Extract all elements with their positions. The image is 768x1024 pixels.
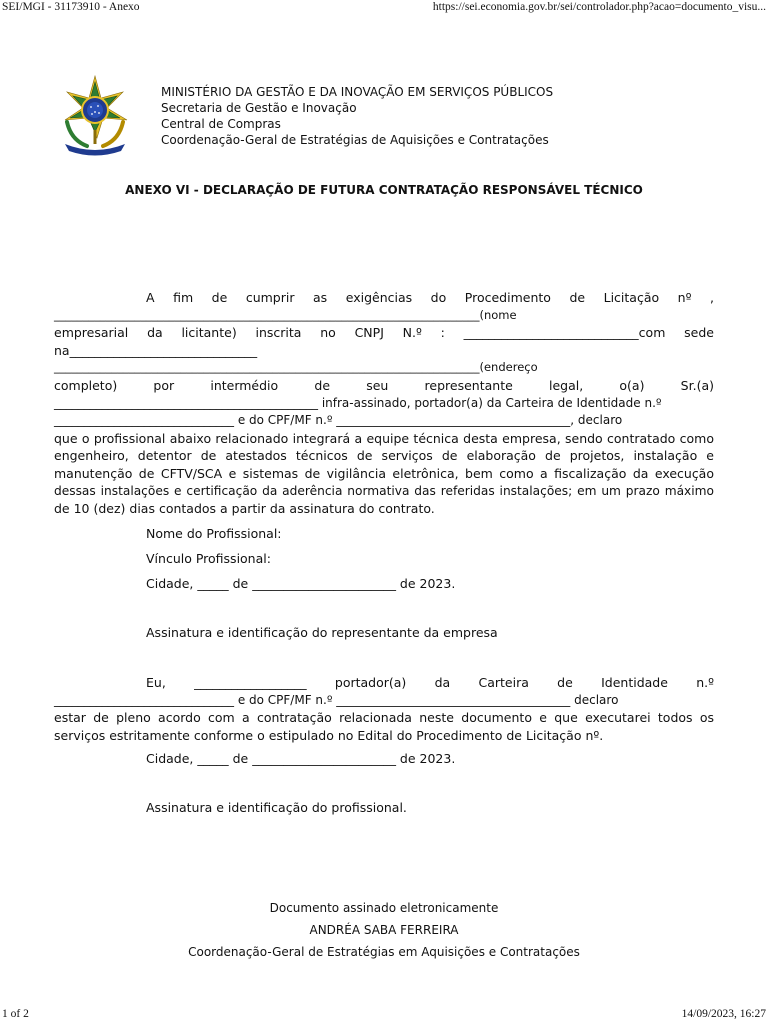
p1-line-2: __________________________________________________________________________(nome — [54, 307, 517, 322]
print-header-url: https://sei.economia.gov.br/sei/controlador.php?acao=documento_visu... — [432, 1, 766, 13]
p1-line-9: que o profissional abaixo relacionado integrará a equipe técnica desta empresa, sendo contratado como — [54, 430, 714, 446]
brazil-coat-of-arms-icon — [57, 74, 133, 156]
ministry-name: MINISTÉRIO DA GESTÃO E DA INOVAÇÃO EM SERVIÇOS PÚBLICOS — [161, 85, 554, 99]
print-footer — [0, 1006, 768, 1024]
p1-line-1: A fim de cumprir as exigências do Procedimento de Licitação nº , — [146, 290, 714, 305]
print-timestamp: 14/09/2023, 16:27 — [681, 1008, 766, 1020]
p1-line-8: ______________________________ e do CPF/MF n.º _______________________________________, declaro — [54, 413, 623, 428]
p1-line-6: completo) por intermédio de seu representante legal, o(a) Sr.(a) — [54, 377, 714, 393]
professional-link-label: Vínculo Profissional: — [146, 551, 271, 566]
p1-line-5: __________________________________________________________________________(endereço — [54, 360, 538, 375]
signer-role: Coordenação-Geral de Estratégias em Aquisições e Contratações — [188, 945, 580, 959]
p1-line-4: na______________________________ — [54, 342, 258, 358]
document-title: ANEXO VI - DECLARAÇÃO DE FUTURA CONTRATAÇÃO RESPONSÁVEL TÉCNICO — [125, 183, 643, 197]
professional-signature-label: Assinatura e identificação do profissional. — [146, 800, 407, 815]
p2-line-4: serviços estritamente conforme o estipulado no Edital do Procedimento de Licitação nº. — [54, 727, 604, 743]
secretariat-name: Secretaria de Gestão e Inovação — [161, 101, 357, 115]
central-name: Central de Compras — [161, 117, 281, 131]
company-signature-label: Assinatura e identificação do representante da empresa — [146, 625, 498, 640]
p1-line-11: manutenção de CFTV/SCA e sistemas de vigilância eletrônica, bem como a fiscalização da execução — [54, 465, 714, 481]
p2-line-3: estar de pleno acordo com a contratação relacionada neste documento e que executarei todos os — [54, 710, 714, 726]
city-date-line-1: Cidade, _____ de _______________________ de 2023. — [146, 576, 456, 591]
p1-line-10: engenheiro, detentor de atestados técnicos de serviços de elaboração de projetos, instalação e — [54, 448, 714, 464]
professional-name-label: Nome do Profissional: — [146, 526, 282, 541]
print-header-title: SEI/MGI - 31173910 - Anexo — [2, 1, 140, 13]
signer-name: ANDRÉA SABA FERREIRA — [309, 923, 459, 937]
declaration-paragraph-2 — [54, 674, 714, 744]
p1-line-3: empresarial da licitante) inscrita no CNPJ N.º : ____________________________com sede — [54, 325, 714, 341]
p2-line-1: Eu, __________________ portador(a) da Carteira de Identidade n.º — [146, 675, 714, 690]
signature-notice: Documento assinado eletronicamente — [269, 901, 499, 915]
print-header — [0, 0, 768, 16]
declaration-paragraph-1 — [54, 289, 714, 518]
p1-line-7: ____________________________________________ infra-assinado, portador(a) da Carteira de Identidade n.º — [54, 395, 662, 410]
coordination-name: Coordenação-Geral de Estratégias de Aquisições e Contratações — [161, 133, 549, 147]
city-date-line-2: Cidade, _____ de _______________________ de 2023. — [146, 751, 456, 766]
org-header — [161, 84, 553, 148]
page-counter: 1 of 2 — [2, 1008, 29, 1020]
p2-line-2: ______________________________ e do CPF/MF n.º _______________________________________ declaro — [54, 692, 619, 707]
p1-line-13: de 10 (dez) dias contados a partir da assinatura do contrato. — [54, 501, 435, 517]
p1-line-12: dessas instalações e certificação da aderência normativa das referidas instalações; em um prazo máximo — [54, 483, 714, 498]
